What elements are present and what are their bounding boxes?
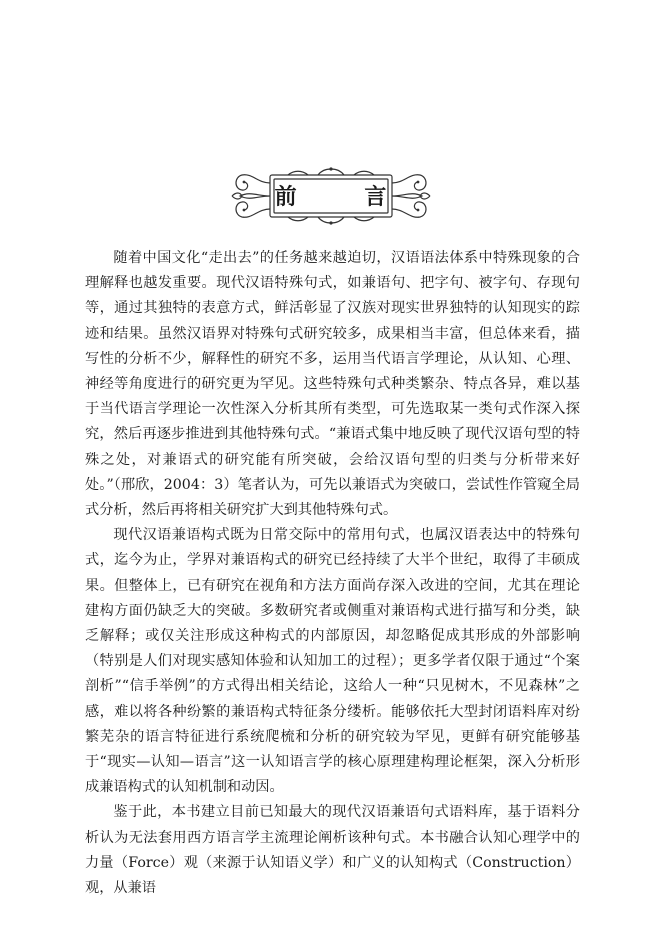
paragraph: 鉴于此，本书建立目前已知最大的现代汉语兼语句式语料库，基于语料分析认为无法套用西方语言学主流理论阐析该种句式。本书融合认知心理学中的力量（Force）观（来源于认知语义学）和广义的认知构式（Construction）观，从兼语	[85, 804, 580, 897]
preface-body	[85, 246, 580, 901]
paragraph: 现代汉语兼语构式既为日常交际中的常用句式，也属汉语表达中的特殊句式，迄今为止，学界对兼语构式的研究已经持续了大半个世纪，取得了丰硕成果。但整体上，已有研究在视角和方法方面尚存深入改进的空间，尤其在理论建构方面仍缺乏大的突破。多数研究者或侧重对兼语构式进行描写和分类，缺乏解释；或仅关注形成这种构式的内部原因，却忽略促成其形成的外部影响（特别是人们对现实感知体验和认知加工的过程）；更多学者仅限于通过“个案剖析”“信手举例”的方式得出相关结论，这给人一种“只见树木，不见森林”之感，难以将各种纷繁的兼语构式特征条分缕析。能够依托大型封闭语料库对纷繁芜杂的语言特征进行系统爬梳和分析的研究较为罕见，更鲜有研究能够基于“现实—认知—语言”这一认知语言学的核心原理建构理论框架，深入分析形成兼语构式的认知机制和动因。	[85, 527, 580, 796]
page-title: 前 言	[274, 184, 417, 210]
paragraph: 随着中国文化“走出去”的任务越来越迫切，汉语语法体系中特殊现象的合理解释也越发重要。现代汉语特殊句式，如兼语句、把字句、被字句、存现句等，通过其独特的表意方式，鲜活彰显了汉族对现实世界独特的认知现实的踪迹和结果。虽然汉语界对特殊句式研究较多，成果相当丰富，但总体来看，描写性的分析不少，解释性的研究不多，运用当代语言学理论，从认知、心理、神经等角度进行的研究更为罕见。这些特殊句式种类繁杂、特点各异，难以基于当代语言学理论一次性深入分析其所有类型，可先选取某一类句式作深入探究，然后再逐步推进到其他特殊句式。“兼语式集中地反映了现代汉语句型的特殊之处，对兼语式的研究能有所突破，会给汉语句型的归类与分析带来好处。”（邢欣，2004：3）笔者认为，可先以兼语式为突破口，尝试性作管窥全局式分析，然后再将相关研究扩大到其他特殊句式。	[85, 250, 580, 519]
